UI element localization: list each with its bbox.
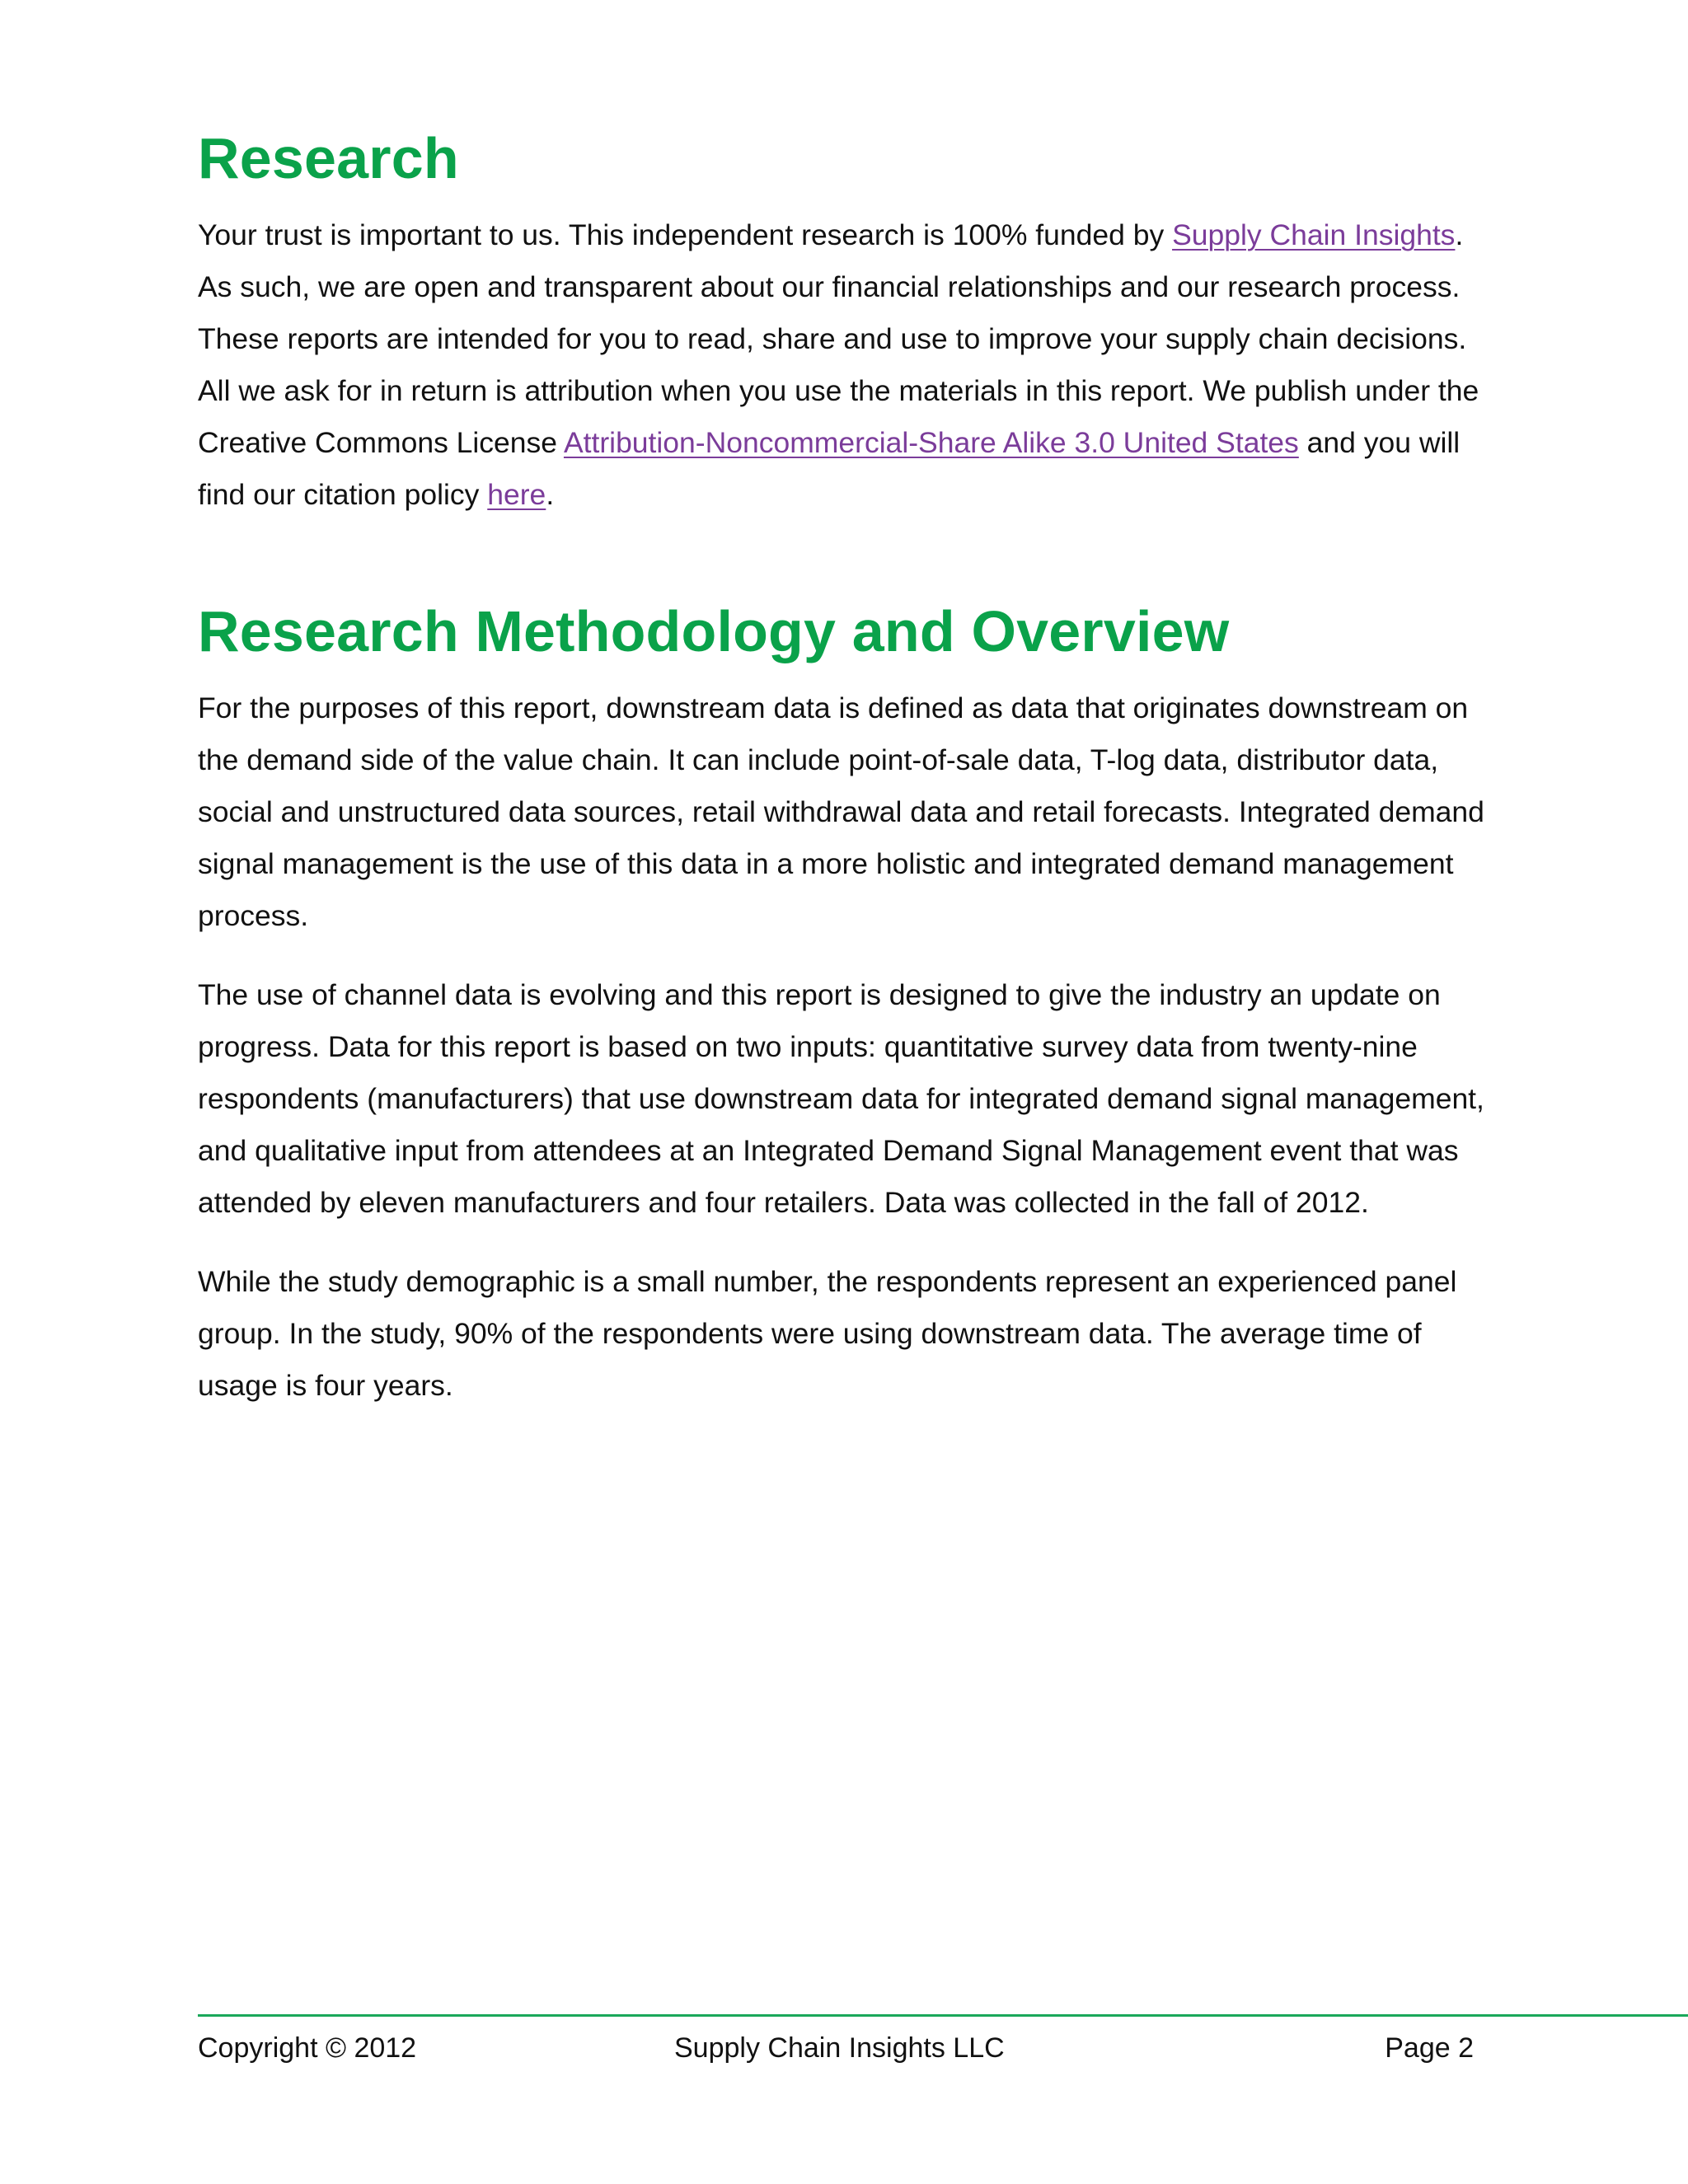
methodology-paragraph-2: The use of channel data is evolving and this report is designed to give the industry an update on progress. Data for this report is based on two inputs: quantitative survey data from twenty-nine respondents (manufacturers) that use downstream data for integrated demand signal management, and qualitative input from attendees at an Integrated Demand Signal Management event that was attended by eleven manufacturers and four retailers. Data was collected in the fall of 2012. xyxy=(198,978,1484,1219)
research-text-1: Your trust is important to us. This independent research is 100% funded by xyxy=(198,218,1173,251)
methodology-heading: Research Methodology and Overview xyxy=(198,599,1230,663)
creative-commons-license-link[interactable]: Attribution-Noncommercial-Share Alike 3.0 United States xyxy=(563,426,1299,459)
methodology-paragraph-1: For the purposes of this report, downstream data is defined as data that originates downstream on the demand side of the value chain. It can include point-of-sale data, T-log data, distributor data, social and unstructured data sources, retail withdrawal data and retail forecasts. Integrated demand signal management is the use of this data in a more holistic and integrated demand management process. xyxy=(198,691,1484,932)
research-text-4: . xyxy=(546,478,555,511)
supply-chain-insights-link[interactable]: Supply Chain Insights xyxy=(1172,218,1456,251)
methodology-section xyxy=(198,597,1492,1412)
footer-copyright: Copyright © 2012 xyxy=(198,2032,417,2064)
methodology-paragraph-3: While the study demographic is a small number, the respondents represent an experienced panel group. In the study, 90% of the respondents were using downstream data. The average time of usage is four years. xyxy=(198,1265,1457,1402)
research-heading: Research xyxy=(198,126,459,190)
research-section xyxy=(198,124,1492,521)
research-paragraph xyxy=(198,209,1492,521)
footer-page-number: Page 2 xyxy=(1385,2032,1474,2064)
footer-company: Supply Chain Insights LLC xyxy=(674,2032,1005,2064)
citation-policy-link[interactable]: here xyxy=(487,478,546,511)
page-footer xyxy=(198,2027,1474,2069)
research-text-3: and you will find our citation policy xyxy=(198,426,1461,511)
footer-divider xyxy=(198,2014,1688,2017)
research-text-2: . As such, we are open and transparent about our financial relationships and our research process. These reports are intended for you to read, share and use to improve your supply chain decisions. All we ask for in return is attribution when you use the materials in this report. We publish under the Creative Commons License xyxy=(198,218,1479,459)
